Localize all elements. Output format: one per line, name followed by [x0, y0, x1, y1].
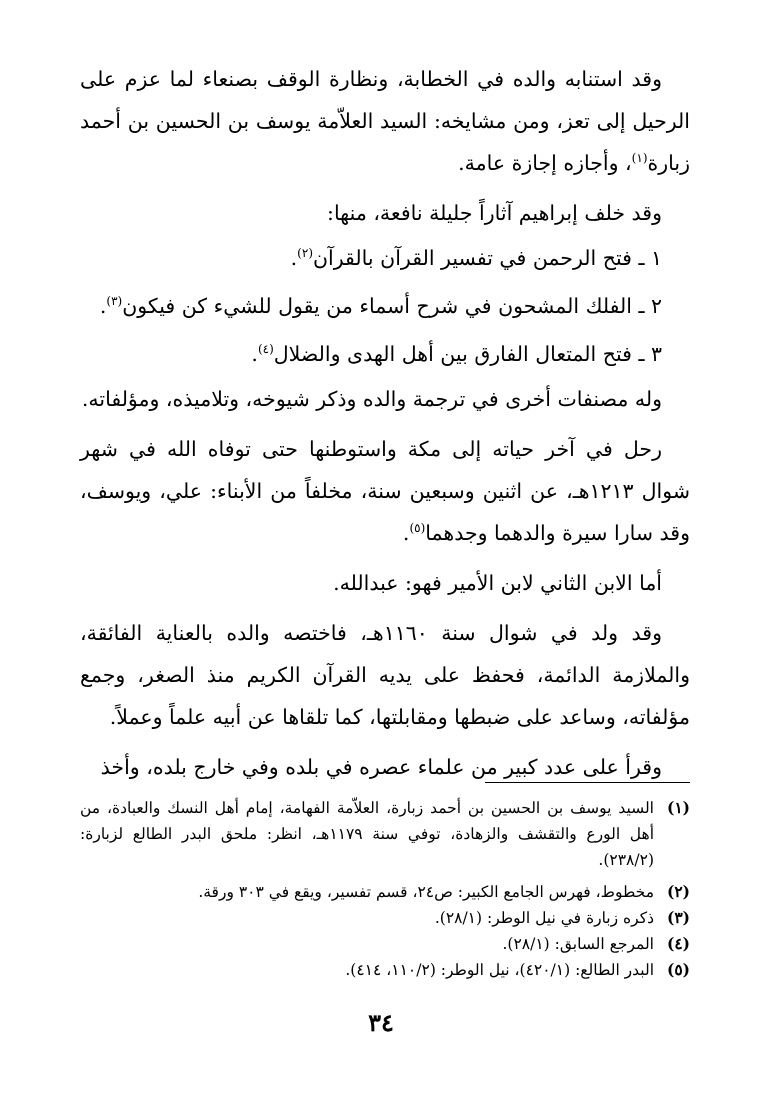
list-item-3-text: ٣ ـ فتح المتعال الفارق بين أهل الهدى والضلال: [273, 342, 662, 366]
list-item-2-text: ٢ ـ الفلك المشحون في شرح أسماء من يقول للشيء كن فيكون: [122, 294, 662, 318]
list-item-3-end: .: [251, 342, 258, 366]
list-item-2: [80, 282, 690, 330]
footnote-1: [80, 795, 690, 873]
footnote-3: [80, 905, 690, 931]
paragraph-2: وقد خلف إبراهيم آثاراً جليلة نافعة، منها:: [327, 201, 662, 225]
list-item-3: [80, 330, 690, 378]
footnote-number: (٣): [666, 908, 690, 927]
paragraph-3: وله مصنفات أخرى في ترجمة والده وذكر شيوخه، وتلاميذه، ومؤلفاته.: [81, 387, 662, 411]
footnote-5: [80, 957, 690, 983]
footnote-text: السيد يوسف بن الحسين بن أحمد زبارة، العلاّمة الفهامة، إمام أهل النسك والعبادة، من أهل الورع والتقشف والزهادة، توفي سنة ١١٧٩هـ، انظر: ملحق البدر الطالع لزبارة: (٢٣٨/٢).: [80, 799, 655, 869]
list-item-1: [80, 234, 690, 282]
paragraph-1-text: وقد استنابه والده في الخطابة، ونظارة الوقف بصنعاء لما عزم على الرحيل إلى تعز، ومن مشايخه: السيد العلاّمة يوسف بن الحسين بن أحمد زبارة: [80, 67, 690, 175]
page-number: ٣٤: [368, 1008, 394, 1037]
footnote-text: مخطوط، فهرس الجامع الكبير: ص٢٤، قسم تفسير، ويقع في ٣٠٣ ورقة.: [198, 883, 654, 901]
footnote-separator: [485, 782, 690, 783]
footnote-number: (٥): [666, 960, 690, 979]
footnote-ref-2: (٢): [297, 246, 313, 261]
footnotes: [80, 795, 690, 983]
list-item-2-end: .: [99, 294, 107, 318]
footnote-4: [80, 931, 690, 957]
main-text: [80, 58, 690, 788]
paragraph-4-end: .: [402, 521, 410, 545]
list-item-1-end: .: [290, 246, 298, 270]
list-item-1-text: ١ ـ فتح الرحمن في تفسير القرآن بالقرآن: [313, 246, 662, 270]
footnote-ref-4: (٤): [257, 342, 274, 357]
footnote-ref-3: (٣): [106, 294, 123, 309]
paragraph-1-end: ، وأجازه إجازة عامة.: [458, 151, 632, 175]
footnote-ref-5: (٥): [409, 521, 426, 536]
paragraph-6: وقد ولد في شوال سنة ١١٦٠هـ، فاختصه والده بالعناية الفائقة، والملازمة الدائمة، فحفظ على يديه القرآن الكريم منذ الصغر، وجمع مؤلفاته، وساعد على ضبطها ومقابلتها، كما تلقاها عن أبيه علماً وعملاً.: [80, 621, 690, 729]
footnote-number: (٢): [666, 882, 690, 901]
paragraph-4: [80, 428, 690, 554]
paragraph-7: وقرأ على عدد كبير من علماء عصره في بلده وفي خارج بلده، وأخذ: [100, 755, 662, 779]
footnote-text: ذكره زبارة في نيل الوطر: (٢٨/١).: [434, 909, 654, 927]
paragraph-5: أما الابن الثاني لابن الأمير فهو: عبدالله.: [333, 571, 662, 595]
footnote-number: (١): [666, 798, 690, 817]
paragraph-4-text: رحل في آخر حياته إلى مكة واستوطنها حتى توفاه الله في شهر شوال ١٢١٣هـ، عن اثنين وسبعين سنة، مخلفاً من الأبناء: علي، ويوسف، وقد سارا سيرة والدهما وجدهما: [80, 437, 691, 545]
footnote-ref-1: (١): [631, 151, 648, 166]
footnote-2: [80, 879, 690, 905]
footnote-text: المرجع السابق: (٢٨/١).: [502, 935, 654, 953]
paragraph-1: [80, 58, 690, 184]
footnote-text: البدر الطالع: (٤٢٠/١)، نيل الوطر: (١١٠/٢، ٤١٤).: [345, 961, 654, 979]
footnote-number: (٤): [666, 934, 690, 953]
